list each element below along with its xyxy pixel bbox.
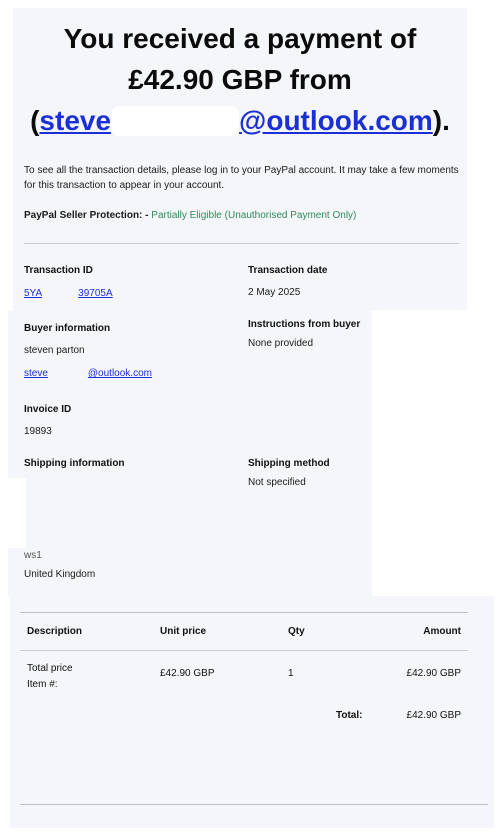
buyer-name: steven parton bbox=[24, 345, 85, 356]
table-top-divider bbox=[20, 612, 468, 613]
payment-headline bbox=[13, 18, 467, 141]
redaction-block bbox=[8, 478, 26, 548]
table-header-divider bbox=[20, 650, 468, 651]
seller-protection-label: PayPal Seller Protection: - bbox=[24, 210, 149, 221]
transaction-id-link[interactable]: 5YA 39705A bbox=[24, 288, 113, 299]
shipping-method-label: Shipping method bbox=[248, 458, 330, 469]
col-qty: Qty bbox=[288, 626, 305, 637]
headline-line-1: You received a payment of bbox=[63, 23, 417, 54]
transaction-date-value: 2 May 2025 bbox=[248, 287, 301, 298]
col-unit-price: Unit price bbox=[160, 626, 207, 637]
row-unit-price: £42.90 GBP bbox=[160, 668, 215, 679]
intro-text: To see all the transaction details, please log in to your PayPal account. It may take a few moments for this transaction to appear in your account. bbox=[24, 165, 459, 191]
buyer-email-link[interactable]: steve @outlook.com bbox=[24, 368, 152, 379]
transaction-date-label: Transaction date bbox=[248, 265, 328, 276]
seller-protection-value: Partially Eligible (Unauthorised Payment Only) bbox=[151, 210, 357, 221]
shipping-country: United Kingdom bbox=[24, 569, 96, 580]
redaction-block bbox=[111, 106, 239, 136]
row-qty: 1 bbox=[288, 668, 294, 679]
instructions-label: Instructions from buyer bbox=[248, 319, 361, 330]
transaction-id-label: Transaction ID bbox=[24, 265, 93, 276]
col-amount: Amount bbox=[423, 626, 461, 637]
invoice-id-value: 19893 bbox=[24, 426, 52, 437]
row-amount: £42.90 GBP bbox=[406, 668, 461, 679]
buyer-info-label: Buyer information bbox=[24, 323, 111, 334]
row-description-line1: Total price bbox=[27, 663, 73, 674]
invoice-id-label: Invoice ID bbox=[24, 404, 72, 415]
seller-protection bbox=[24, 210, 356, 221]
shipping-info-label: Shipping information bbox=[24, 458, 125, 469]
shipping-postcode: ws1 bbox=[24, 550, 42, 561]
footer-divider bbox=[20, 804, 488, 805]
col-description: Description bbox=[27, 626, 83, 637]
headline-open-paren: ( bbox=[30, 105, 40, 136]
shipping-method-value: Not specified bbox=[248, 477, 306, 488]
instructions-value: None provided bbox=[248, 338, 314, 349]
divider bbox=[24, 243, 459, 244]
row-description-line2: Item #: bbox=[27, 679, 58, 690]
headline-email-link[interactable]: steve @outlook.com bbox=[39, 105, 433, 136]
total-value: £42.90 GBP bbox=[406, 710, 461, 721]
headline-close-paren: ). bbox=[432, 105, 450, 136]
row-description bbox=[27, 661, 73, 693]
headline-line-3 bbox=[13, 100, 467, 141]
total-label: Total: bbox=[336, 710, 363, 721]
headline-line-2: £42.90 GBP from bbox=[128, 64, 352, 95]
